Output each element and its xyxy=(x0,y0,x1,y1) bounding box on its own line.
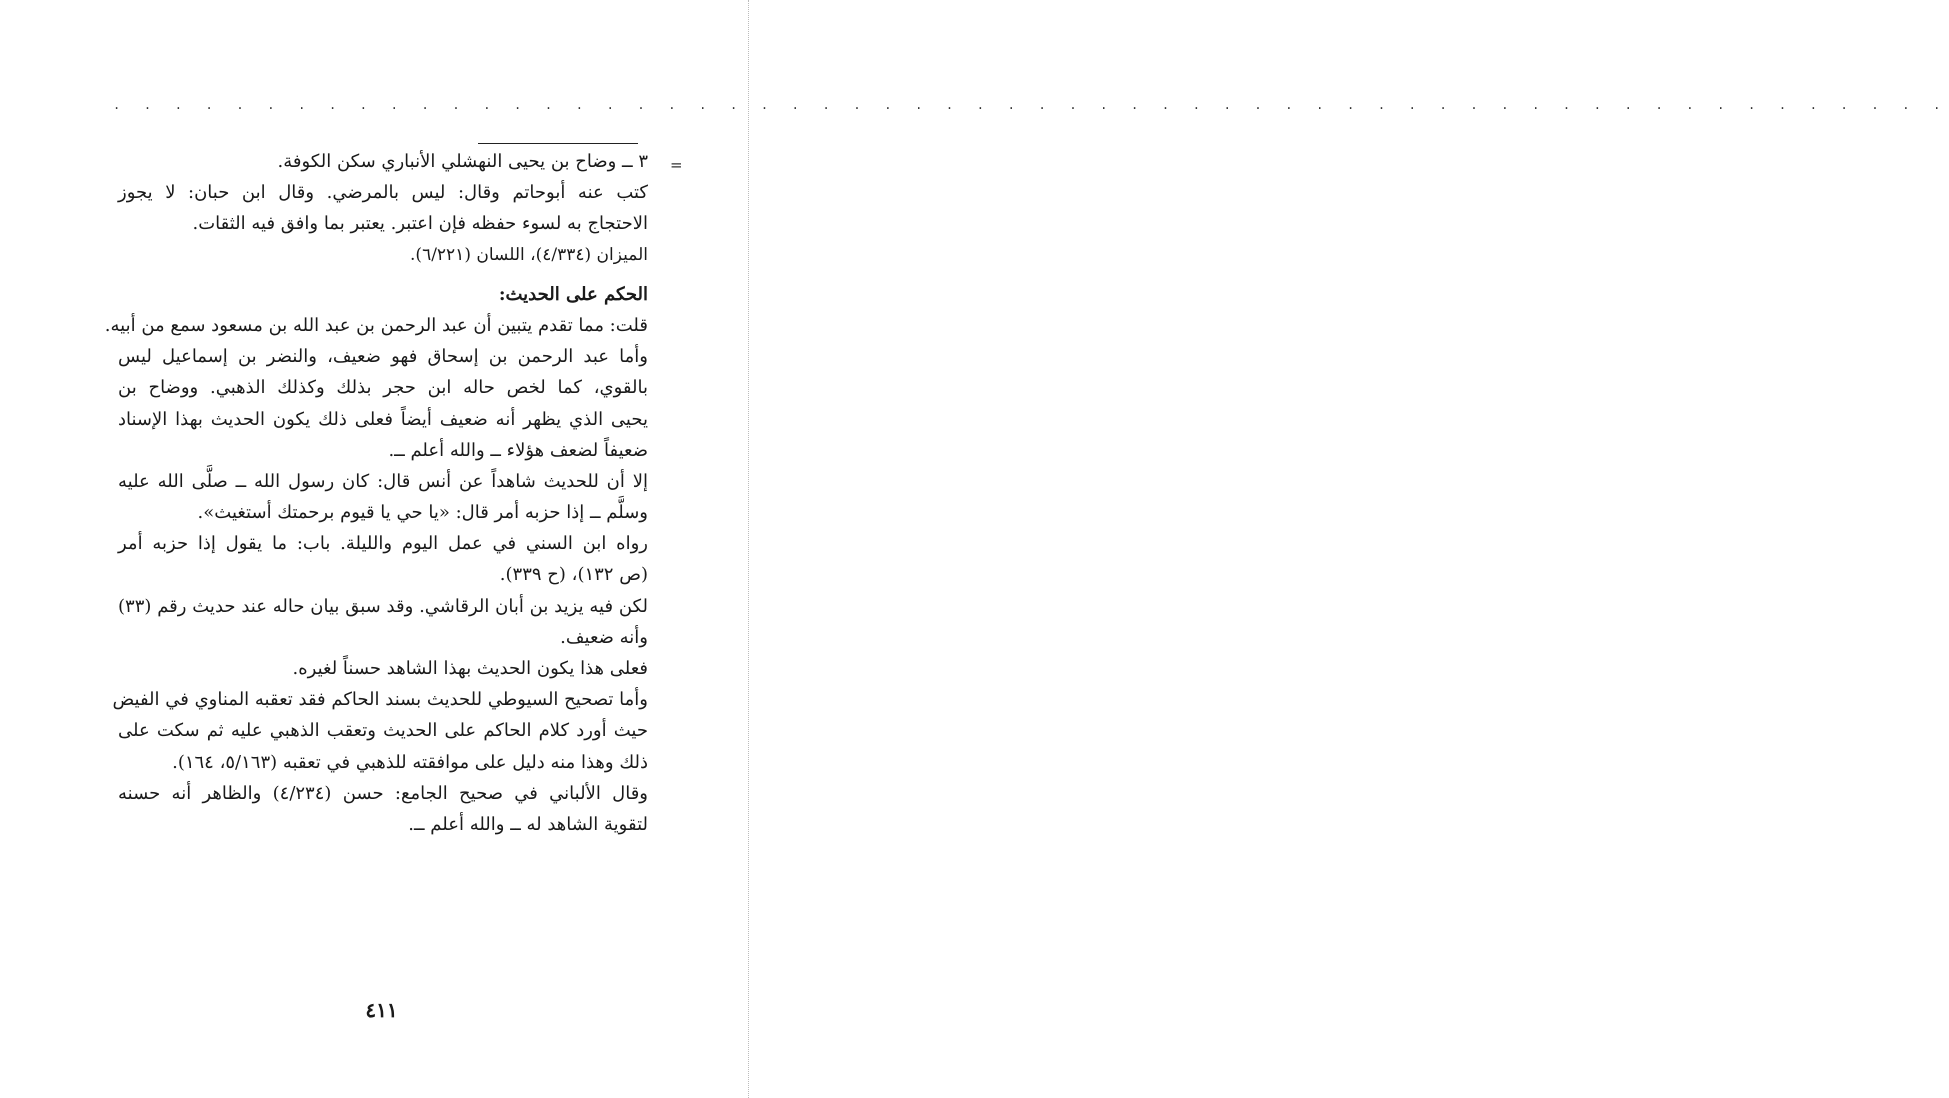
paragraph-line: وسلَّم ــ إذا حزبه أمر قال: «يا حي يا قيوم برحمتك أستغيث». xyxy=(197,502,648,524)
narrator-note-line: الاحتجاج به لسوء حفظه فإن اعتبر. يعتبر بما وافق فيه الثقات. xyxy=(192,213,648,235)
paragraph-line: رواه ابن السني في عمل اليوم والليلة. باب: ما يقول إذا حزبه أمر xyxy=(118,533,648,555)
page-edge-line xyxy=(748,0,749,1098)
narrator-entry-line: ٣ ــ وضاح بن يحيى النهشلي الأنباري سكن الكوفة. xyxy=(277,151,648,172)
narrator-note-line: كتب عنه أبوحاتم وقال: ليس بالمرضي. وقال ابن حبان: لا يجوز xyxy=(118,182,648,204)
paragraph-line: فعلى هذا يكون الحديث بهذا الشاهد حسناً لغيره. xyxy=(292,658,648,679)
footnote-body xyxy=(104,146,648,840)
paragraph-line: ضعيفاً لضعف هؤلاء ــ والله أعلم ــ. xyxy=(388,439,648,461)
paragraph-line: لتقوية الشاهد له ــ والله أعلم ــ. xyxy=(408,813,648,835)
paragraph-line: لكن فيه يزيد بن أبان الرقاشي. وقد سبق بيان حاله عند حديث رقم (٣٣) xyxy=(118,595,648,617)
paragraph-line: قلت: مما تقدم يتبين أن عبد الرحمن بن عبد الله بن مسعود سمع من أبيه. xyxy=(104,314,648,336)
section-heading: الحكم على الحديث: xyxy=(498,283,648,305)
paragraph-line: وقال الألباني في صحيح الجامع: حسن (٤/٢٣٤) والظاهر أنه حسنه xyxy=(118,782,648,804)
page-number: ٤١١ xyxy=(365,998,398,1022)
footnote-separator-line xyxy=(478,143,638,144)
paragraph-line: (ص ١٣٢)، (ح ٣٣٩). xyxy=(499,564,648,586)
margin-continuation-mark: = xyxy=(670,156,683,174)
paragraph-line: حيث أورد كلام الحاكم على الحديث وتعقب الذهبي عليه ثم سكت على xyxy=(118,720,648,742)
paragraph-line: وأما عبد الرحمن بن إسحاق فهو ضعيف، والنضر بن إسماعيل ليس xyxy=(118,346,648,368)
reference-line: الميزان (٤/٣٣٤)، اللسان (٦/٢٢١). xyxy=(410,244,648,265)
paragraph-line: إلا أن للحديث شاهداً عن أنس قال: كان رسول الله ــ صلَّى الله عليه xyxy=(118,470,648,492)
paragraph-line: يحيى الذي يظهر أنه ضعيف أيضاً فعلى ذلك يكون الحديث بهذا الإسناد xyxy=(118,408,648,430)
paragraph-line: ذلك وهذا منه دليل على موافقته للذهبي في تعقبه (٥/١٦٣، ١٦٤). xyxy=(172,751,648,773)
paragraph-line: بالقوي، كما لخص حاله ابن حجر بذلك وكذلك الذهبي. ووضاح بن xyxy=(118,377,648,399)
dotted-separator: . . . . . . . . . . . . . . . . . . . . . . . . . . . . . . . . . . . . . . . . . . . . . . . . . . . . . . . . . . . . xyxy=(113,98,1949,112)
paragraph-line: وأما تصحيح السيوطي للحديث بسند الحاكم فقد تعقبه المناوي في الفيض xyxy=(112,689,648,711)
paragraph-line: وأنه ضعيف. xyxy=(560,626,648,648)
